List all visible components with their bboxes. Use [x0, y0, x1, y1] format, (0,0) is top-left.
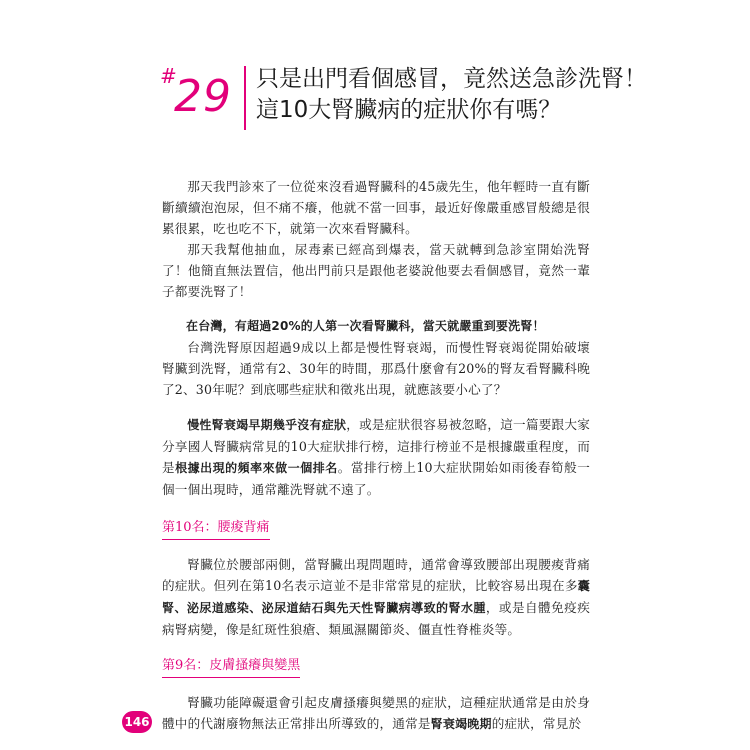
p5-bold-1: 慢性腎衰竭早期幾乎沒有症狀: [187, 418, 347, 432]
page-number-badge: 146: [122, 711, 152, 733]
s2-text-2: 的症狀，常見於: [491, 716, 582, 731]
chapter-hash-symbol: #: [160, 64, 177, 88]
section-2-paragraph: [162, 692, 590, 735]
paragraph-2: 那天我幫他抽血，尿毒素已經高到爆表，當天就轉到急診室開始洗腎了！他簡直無法置信，他出門前只是跟他老婆說他要去看個感冒，竟然一輩子都要洗腎了！: [162, 242, 590, 299]
s1-text-2: ，或是自體免疫疾病腎病變，像是紅斑性狼瘡、類風濕關節炎、僵直性脊椎炎等。: [162, 600, 590, 637]
paragraph-4: 台灣洗腎原因超過9成以上都是慢性腎衰竭，而慢性腎衰竭從開始破壞腎臟到洗腎，通常有2、30年的時間，那爲什麼會有20%的腎友看腎臟科晚了2、30年呢？到底哪些症狀和徵兆出現，就應該要小心了？: [162, 340, 590, 397]
p5-text-1: ，或是症狀很容易被忽略，這一篇要跟大家分享國人腎臟病常見的10大症狀排行榜，這排行榜並不是根據嚴重程度，而是: [162, 417, 590, 475]
paragraph-1: 那天我門診來了一位從來沒看過腎臟科的45歲先生，他年輕時一直有斷斷續續泡泡尿，但不痛不癢，他就不當一回事，最近好像嚴重感冒般總是很累很累，吃也吃不下，就第一次來看腎臟科。: [162, 179, 590, 236]
s1-text-1: 腎臟位於腰部兩側，當腎臟出現問題時，通常會導致腰部出現腰痠背痛的症狀。但列在第10名表示這並不是非常常見的症狀，比較容易出現在多: [162, 557, 590, 593]
chapter-number: 29: [174, 71, 232, 122]
body-text: [162, 176, 590, 735]
s2-text-1: 腎臟功能障礙還會引起皮膚搔癢與變黑的症狀，這種症狀通常是由於身體中的代謝廢物無法正常排出所導致的，通常是: [162, 695, 590, 731]
section-heading-rank-10: 第10名：腰痠背痛: [162, 517, 270, 540]
chapter-title-line-1: 只是出門看個感冒，竟然送急診洗腎！: [256, 66, 647, 92]
section-heading-rank-9: 第9名：皮膚搔癢與變黑: [162, 655, 300, 678]
chapter-title-line-2: 這10大腎臟病的症狀你有嗎？: [256, 97, 562, 123]
s2-bold-1: 腎衰竭晚期: [430, 717, 492, 731]
p5-bold-2: 根據出現的頻率來做一個排名: [175, 461, 338, 475]
chapter-divider: [244, 66, 246, 130]
section-1-paragraph: [162, 554, 590, 640]
chapter-title: [256, 64, 676, 126]
s1-bold-1: 囊腎、泌尿道感染、泌尿道結石與先天性腎臟病導致的腎水腫: [162, 579, 590, 615]
highlight-statement: 在台灣，有超過20%的人第一次看腎臟科，當天就嚴重到要洗腎！: [186, 319, 545, 333]
p5-text-2: 。當排行榜上10大症狀開始如雨後春筍般一個一個出現時，通常離洗腎就不遠了。: [162, 460, 591, 497]
paragraph-5: [162, 414, 590, 500]
